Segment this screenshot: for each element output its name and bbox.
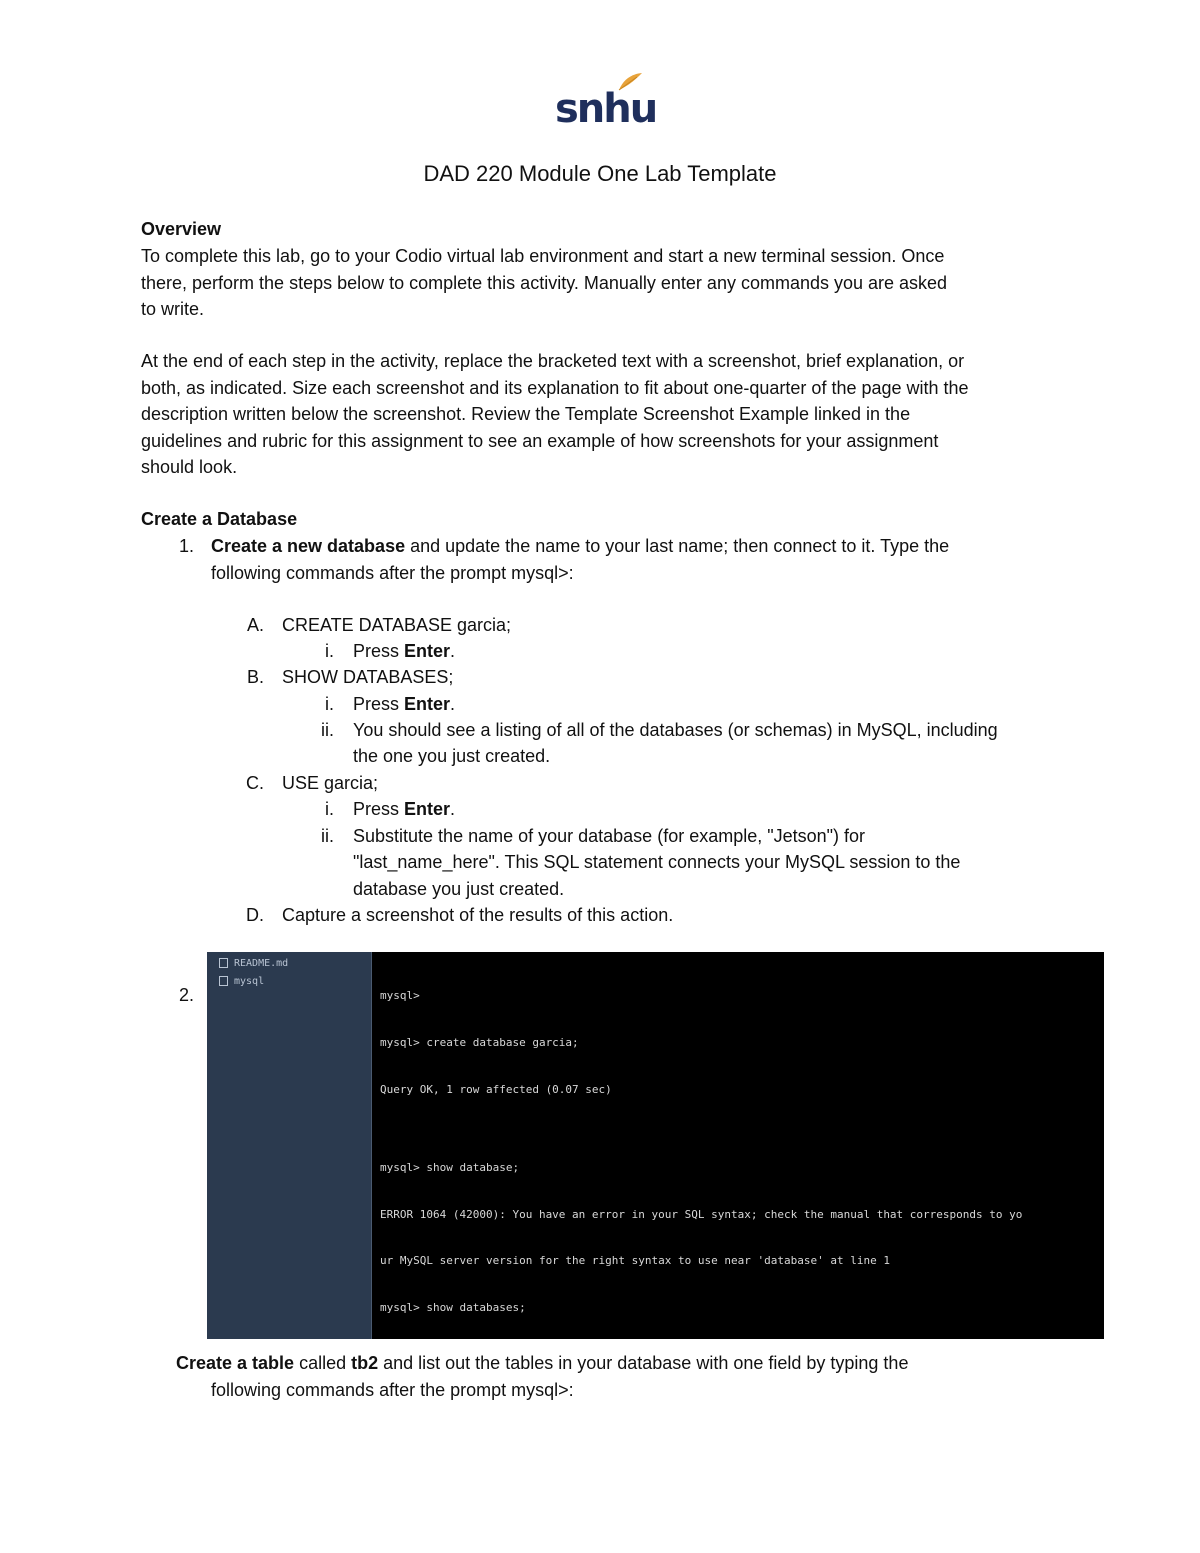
terminal-line: Query OK, 1 row affected (0.07 sec) bbox=[380, 1082, 612, 1096]
command-text: SHOW DATABASES; bbox=[282, 667, 454, 687]
text-line: should look. bbox=[141, 457, 238, 477]
text-line: To complete this lab, go to your Codio virtual lab environment and start a new terminal session. Once bbox=[141, 246, 945, 266]
text: Press bbox=[353, 694, 405, 714]
bold-text: Create a new database bbox=[211, 536, 406, 556]
terminal-line: ERROR 1064 (42000): You have an error in your SQL syntax; check the manual that corresponds to yo bbox=[380, 1207, 1023, 1221]
command-text: CREATE DATABASE garcia; bbox=[282, 615, 512, 635]
step-number: 1. bbox=[178, 536, 194, 556]
command-text: USE garcia; bbox=[282, 773, 379, 793]
file-icon bbox=[219, 976, 228, 986]
terminal-line: ur MySQL server version for the right syntax to use near 'database' at line 1 bbox=[380, 1254, 890, 1268]
press-enter-text bbox=[353, 796, 455, 823]
instruction-text: "last_name_here". This SQL statement connects your MySQL session to the bbox=[353, 852, 961, 872]
list-marker: D. bbox=[246, 905, 264, 925]
document-title: DAD 220 Module One Lab Template bbox=[423, 161, 777, 186]
list-marker: i. bbox=[325, 641, 334, 661]
instruction-text: database you just created. bbox=[353, 879, 565, 899]
create-database-heading: Create a Database bbox=[141, 509, 298, 529]
snhu-logo bbox=[555, 72, 657, 134]
list-marker: i. bbox=[325, 694, 334, 714]
file-sidebar bbox=[207, 952, 372, 1339]
text-line: both, as indicated. Size each screenshot and its explanation to fit about one-quarter of the page with the bbox=[141, 377, 969, 398]
text-line: to write. bbox=[141, 299, 205, 319]
list-marker: A. bbox=[246, 615, 264, 635]
file-name: mysql bbox=[234, 976, 265, 987]
list-marker: B. bbox=[246, 667, 264, 687]
text-line: At the end of each step in the activity, replace the bracketed text with a screenshot, brief explanation, or bbox=[141, 351, 965, 371]
create-table-text-line-2: following commands after the prompt mysql>: bbox=[211, 1380, 574, 1400]
terminal-line: mysql> bbox=[380, 989, 420, 1003]
list-marker: ii. bbox=[321, 720, 334, 740]
step-number: 2. bbox=[178, 985, 194, 1005]
text: Press bbox=[353, 641, 405, 661]
text: called bbox=[294, 1353, 352, 1373]
press-enter-text bbox=[353, 691, 455, 718]
text: and update the name to your last name; then connect to it. Type the bbox=[405, 536, 950, 556]
step-1-text-line-2: following commands after the prompt mysql>: bbox=[211, 563, 574, 583]
terminal-line: mysql> show databases; bbox=[380, 1301, 526, 1315]
overview-paragraph-1 bbox=[141, 243, 1071, 323]
step-1-text bbox=[211, 533, 949, 560]
create-table-text bbox=[176, 1350, 908, 1377]
terminal-line: mysql> show database; bbox=[380, 1160, 520, 1174]
terminal-line: mysql> create database garcia; bbox=[380, 1035, 579, 1049]
list-marker: i. bbox=[325, 799, 334, 819]
bold-text: Create a table bbox=[176, 1353, 295, 1373]
bold-text: tb2 bbox=[351, 1353, 379, 1373]
overview-heading: Overview bbox=[141, 219, 222, 239]
bold-text: Enter bbox=[404, 694, 451, 714]
bold-text: Enter bbox=[404, 641, 451, 661]
file-name: README.md bbox=[234, 958, 289, 969]
text-line: there, perform the steps below to complete this activity. Manually enter any commands you are asked bbox=[141, 272, 948, 293]
instruction-text: the one you just created. bbox=[353, 746, 551, 766]
logo-text: snhu bbox=[555, 86, 657, 132]
terminal-screenshot bbox=[207, 952, 1104, 1339]
text: and list out the tables in your database with one field by typing the bbox=[378, 1353, 909, 1373]
terminal-output bbox=[380, 957, 1100, 1339]
text: . bbox=[450, 694, 456, 714]
instruction-text: Substitute the name of your database (for example, "Jetson") for bbox=[353, 826, 866, 846]
file-item bbox=[219, 957, 288, 971]
text-line: description written below the screenshot. Review the Template Screenshot Example linked in the bbox=[141, 404, 911, 424]
instruction-text: You should see a listing of all of the databases (or schemas) in MySQL, including bbox=[353, 720, 998, 740]
text-line: guidelines and rubric for this assignment to see an example of how screenshots for your assignment bbox=[141, 430, 939, 451]
file-icon bbox=[219, 958, 228, 968]
text: Press bbox=[353, 799, 405, 819]
bold-text: Enter bbox=[404, 799, 451, 819]
list-marker: C. bbox=[246, 773, 264, 793]
file-item bbox=[219, 975, 264, 989]
instruction-text: Capture a screenshot of the results of this action. bbox=[282, 905, 674, 925]
overview-paragraph-2 bbox=[141, 348, 1071, 481]
text: . bbox=[450, 799, 456, 819]
text: . bbox=[450, 641, 456, 661]
press-enter-text bbox=[353, 638, 455, 665]
list-marker: ii. bbox=[321, 826, 334, 846]
